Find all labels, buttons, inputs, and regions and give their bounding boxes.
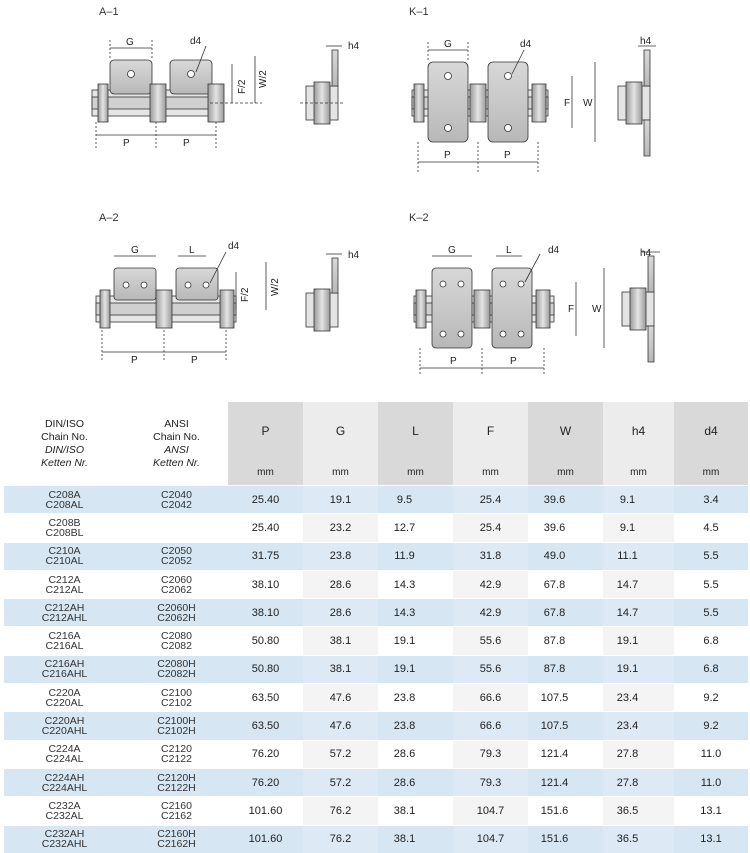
ansi-chain-no: [125, 712, 228, 740]
table-row: [4, 514, 748, 542]
value-h4: 19.1: [603, 627, 674, 655]
value-g: 38.1: [303, 655, 378, 683]
a2-dim-w: W/2: [270, 278, 281, 296]
a1-dim-h4: h4: [348, 41, 360, 52]
ansi-chain-no-line: C2160H: [157, 828, 196, 841]
value-l: 28.6: [378, 768, 453, 796]
value-l: 11.9: [378, 542, 453, 570]
ansi-chain-no-line: C2060H: [157, 601, 196, 614]
value-w: 49.0: [528, 542, 603, 570]
k1-dim-p1: P: [444, 150, 451, 161]
din-chain-no-line: C232AL: [45, 809, 84, 822]
a2-dim-h4: h4: [348, 250, 360, 261]
unit-w: mm: [528, 460, 603, 486]
value-f: 104.7: [453, 797, 528, 825]
value-h4: 23.4: [603, 712, 674, 740]
figure-a2-drawing: [96, 252, 342, 362]
din-chain-no: [4, 514, 125, 542]
unit-d4: mm: [674, 460, 748, 486]
ansi-chain-no-line: C2062H: [157, 611, 196, 624]
ansi-chain-no-line: C2080: [161, 630, 192, 643]
header-din-line2: Chain No.: [41, 430, 88, 443]
value-l: 38.1: [378, 797, 453, 825]
table-row: [4, 542, 748, 570]
k1-dim-p2: P: [504, 150, 511, 161]
header-col-p: P: [228, 402, 303, 460]
value-d4: 6.8: [674, 655, 748, 683]
din-chain-no: [4, 684, 125, 712]
figure-label-a1: A–1: [99, 6, 119, 18]
a1-dim-d4: d4: [190, 36, 202, 47]
value-f: 31.8: [453, 542, 528, 570]
value-w: 67.8: [528, 599, 603, 627]
value-h4: 23.4: [603, 684, 674, 712]
ansi-chain-no: [125, 514, 228, 542]
k1-dim-f: F: [564, 98, 571, 109]
value-f: 42.9: [453, 570, 528, 598]
value-d4: 5.5: [674, 570, 748, 598]
value-h4: 14.7: [603, 599, 674, 627]
value-h4: 27.8: [603, 768, 674, 796]
value-g: 28.6: [303, 599, 378, 627]
value-l: 28.6: [378, 740, 453, 768]
header-col-d4: d4: [674, 402, 748, 460]
value-d4: 11.0: [674, 740, 748, 768]
k2-dim-g: G: [448, 245, 456, 256]
din-chain-no: [4, 486, 125, 514]
table-row: [4, 627, 748, 655]
value-l: 14.3: [378, 570, 453, 598]
header-din-line1: DIN/ISO: [44, 417, 85, 430]
a2-dim-f: F/2: [240, 287, 251, 302]
din-chain-no-line: C232A: [48, 799, 81, 812]
value-w: 151.6: [528, 797, 603, 825]
header-col-l: L: [378, 402, 453, 460]
value-d4: 9.2: [674, 712, 748, 740]
figure-label-a2: A–2: [99, 212, 119, 224]
din-chain-no-line: C212AH: [44, 601, 85, 614]
ansi-chain-no-line: C2050: [161, 545, 192, 558]
value-g: 47.6: [303, 712, 378, 740]
value-w: 121.4: [528, 768, 603, 796]
ansi-chain-no: [125, 570, 228, 598]
value-g: 76.2: [303, 825, 378, 853]
value-l: 14.3: [378, 599, 453, 627]
value-w: 67.8: [528, 570, 603, 598]
ansi-chain-no-line: C2062: [161, 583, 192, 596]
value-l: 23.8: [378, 684, 453, 712]
din-chain-no-line: C232AHL: [41, 838, 88, 851]
unit-f: mm: [453, 460, 528, 486]
ansi-chain-no-line: C2100: [161, 686, 192, 699]
value-l: 19.1: [378, 627, 453, 655]
value-h4: 36.5: [603, 797, 674, 825]
header-col-h4: h4: [603, 402, 674, 460]
header-col-w: W: [528, 402, 603, 460]
ansi-chain-no-line: C2162: [161, 809, 192, 822]
a1-dim-g: G: [126, 37, 134, 48]
ansi-chain-no-line: C2122: [161, 753, 192, 766]
a1-dim-p2: P: [183, 138, 190, 149]
a1-dim-p1: P: [123, 138, 130, 149]
a2-dim-g: G: [131, 245, 139, 256]
ansi-chain-no-line: C2060: [161, 573, 192, 586]
value-l: 9.5: [378, 486, 453, 514]
ansi-chain-no: [125, 542, 228, 570]
k2-dim-d4: d4: [548, 245, 560, 256]
unit-l: mm: [378, 460, 453, 486]
header-ansi-line1: ANSI: [164, 417, 189, 430]
ansi-chain-no-line: C2120: [161, 743, 192, 756]
value-g: 76.2: [303, 797, 378, 825]
din-chain-no-line: C224AL: [45, 753, 84, 766]
figure-label-k2: K–2: [409, 212, 429, 224]
din-chain-no-line: C216AH: [44, 658, 85, 671]
unit-p: mm: [228, 460, 303, 486]
ansi-chain-no: [125, 740, 228, 768]
value-p: 50.80: [228, 655, 303, 683]
table-row: [4, 825, 748, 853]
value-f: 42.9: [453, 599, 528, 627]
value-d4: 9.2: [674, 684, 748, 712]
din-chain-no-line: C224AHL: [41, 781, 88, 794]
table-row: [4, 797, 748, 825]
table-row: [4, 712, 748, 740]
table-row: [4, 599, 748, 627]
value-d4: 6.8: [674, 627, 748, 655]
k2-dim-p2: P: [510, 356, 517, 367]
din-chain-no-line: C224A: [48, 743, 81, 756]
ansi-chain-no-line: C2042: [161, 498, 192, 511]
ansi-chain-no-line: C2102: [161, 696, 192, 709]
value-l: 38.1: [378, 825, 453, 853]
value-l: 12.7: [378, 514, 453, 542]
ansi-chain-no-line: C2160: [161, 799, 192, 812]
value-w: 39.6: [528, 514, 603, 542]
k2-dim-h4: h4: [640, 248, 652, 259]
value-w: 107.5: [528, 684, 603, 712]
din-chain-no-line: C212A: [48, 573, 81, 586]
ansi-chain-no: [125, 684, 228, 712]
value-d4: 5.5: [674, 542, 748, 570]
unit-g: mm: [303, 460, 378, 486]
header-din: [4, 402, 125, 486]
table-row: [4, 684, 748, 712]
ansi-chain-no-line: C2122H: [157, 781, 196, 794]
ansi-chain-no-line: C2080H: [157, 658, 196, 671]
din-chain-no: [4, 599, 125, 627]
din-chain-no: [4, 570, 125, 598]
header-ansi-line4: Ketten Nr.: [153, 456, 200, 469]
ansi-chain-no-line: C2052: [161, 555, 192, 568]
ansi-chain-no: [125, 797, 228, 825]
a2-dim-l: L: [189, 245, 195, 256]
value-p: 50.80: [228, 627, 303, 655]
value-w: 107.5: [528, 712, 603, 740]
value-g: 28.6: [303, 570, 378, 598]
din-chain-no-line: C216A: [48, 630, 81, 643]
value-w: 151.6: [528, 825, 603, 853]
table-body: [4, 486, 748, 853]
chain-spec-table: [4, 402, 748, 853]
din-chain-no-line: C224AH: [44, 771, 85, 784]
value-p: 63.50: [228, 684, 303, 712]
value-g: 57.2: [303, 740, 378, 768]
din-chain-no-line: C210AL: [45, 555, 84, 568]
figure-a1-drawing: [92, 40, 345, 150]
din-chain-no-line: C220AHL: [41, 725, 88, 738]
din-chain-no-line: C232AH: [44, 828, 85, 841]
din-chain-no-line: C216AHL: [41, 668, 88, 681]
ansi-chain-no: [125, 825, 228, 853]
figure-label-k1: K–1: [409, 6, 429, 18]
header-din-line4: Ketten Nr.: [41, 456, 88, 469]
ansi-chain-no: [125, 655, 228, 683]
value-g: 57.2: [303, 768, 378, 796]
ansi-chain-no-line: C2040: [161, 488, 192, 501]
ansi-chain-no: [125, 627, 228, 655]
value-p: 38.10: [228, 570, 303, 598]
value-h4: 36.5: [603, 825, 674, 853]
value-l: 23.8: [378, 712, 453, 740]
value-p: 38.10: [228, 599, 303, 627]
table-row: [4, 486, 748, 514]
table-row: [4, 740, 748, 768]
ansi-chain-no: [125, 486, 228, 514]
value-d4: 5.5: [674, 599, 748, 627]
din-chain-no-line: C220AH: [44, 715, 85, 728]
din-chain-no-line: C208A: [48, 488, 81, 501]
header-col-f: F: [453, 402, 528, 460]
ansi-chain-no: [125, 599, 228, 627]
din-chain-no-line: C212AL: [45, 583, 84, 596]
value-f: 25.4: [453, 514, 528, 542]
chain-drawings-svg: [0, 0, 750, 395]
value-g: 19.1: [303, 486, 378, 514]
k2-dim-l: L: [506, 245, 512, 256]
value-p: 101.60: [228, 797, 303, 825]
ansi-chain-no-line: C2102H: [157, 725, 196, 738]
din-chain-no: [4, 712, 125, 740]
value-l: 19.1: [378, 655, 453, 683]
unit-h4: mm: [603, 460, 674, 486]
value-p: 76.20: [228, 740, 303, 768]
din-chain-no: [4, 627, 125, 655]
value-p: 101.60: [228, 825, 303, 853]
value-g: 47.6: [303, 684, 378, 712]
din-chain-no: [4, 655, 125, 683]
value-h4: 9.1: [603, 486, 674, 514]
header-col-g: G: [303, 402, 378, 460]
value-p: 76.20: [228, 768, 303, 796]
value-h4: 27.8: [603, 740, 674, 768]
ansi-chain-no-line: C2120H: [157, 771, 196, 784]
value-f: 79.3: [453, 740, 528, 768]
din-chain-no-line: C220AL: [45, 696, 84, 709]
k1-dim-w: W: [583, 98, 593, 109]
ansi-chain-no-line: C2082: [161, 640, 192, 653]
value-g: 23.2: [303, 514, 378, 542]
k2-dim-p1: P: [450, 356, 457, 367]
din-chain-no-line: C210A: [48, 545, 81, 558]
value-w: 87.8: [528, 655, 603, 683]
ansi-chain-no: [125, 768, 228, 796]
header-ansi: [125, 402, 228, 486]
drawings-area: [0, 0, 750, 395]
ansi-chain-no-line: C2100H: [157, 715, 196, 728]
din-chain-no: [4, 542, 125, 570]
k1-dim-g: G: [444, 39, 452, 50]
din-chain-no-line: C220A: [48, 686, 81, 699]
value-f: 66.6: [453, 684, 528, 712]
value-f: 104.7: [453, 825, 528, 853]
a2-dim-p1: P: [131, 355, 138, 366]
k2-dim-f: F: [568, 304, 575, 315]
value-w: 39.6: [528, 486, 603, 514]
header-ansi-line3: ANSI: [164, 443, 189, 456]
value-d4: 3.4: [674, 486, 748, 514]
value-h4: 11.1: [603, 542, 674, 570]
value-p: 63.50: [228, 712, 303, 740]
value-g: 23.8: [303, 542, 378, 570]
din-chain-no-line: C212AHL: [41, 611, 88, 624]
din-chain-no-line: C208AL: [45, 498, 84, 511]
a1-dim-w: W/2: [258, 70, 269, 88]
din-chain-no-line: C216AL: [45, 640, 84, 653]
table-row: [4, 655, 748, 683]
din-chain-no: [4, 768, 125, 796]
k1-dim-d4: d4: [520, 39, 532, 50]
din-chain-no-line: C208B: [48, 516, 81, 529]
value-d4: 11.0: [674, 768, 748, 796]
value-p: 31.75: [228, 542, 303, 570]
value-w: 87.8: [528, 627, 603, 655]
value-d4: 13.1: [674, 825, 748, 853]
k1-dim-h4: h4: [640, 36, 652, 47]
value-p: 25.40: [228, 486, 303, 514]
value-d4: 4.5: [674, 514, 748, 542]
ansi-chain-no-line: C2162H: [157, 838, 196, 851]
value-f: 25.4: [453, 486, 528, 514]
a2-dim-d4: d4: [228, 241, 240, 252]
a1-dim-f: F/2: [237, 79, 248, 94]
din-chain-no: [4, 797, 125, 825]
table-row: [4, 768, 748, 796]
k2-dim-w: W: [592, 304, 602, 315]
value-h4: 9.1: [603, 514, 674, 542]
din-chain-no: [4, 825, 125, 853]
a2-dim-p2: P: [191, 355, 198, 366]
value-h4: 19.1: [603, 655, 674, 683]
value-f: 55.6: [453, 655, 528, 683]
value-h4: 14.7: [603, 570, 674, 598]
value-p: 25.40: [228, 514, 303, 542]
value-d4: 13.1: [674, 797, 748, 825]
value-f: 79.3: [453, 768, 528, 796]
value-f: 66.6: [453, 712, 528, 740]
header-ansi-line2: Chain No.: [153, 430, 200, 443]
value-f: 55.6: [453, 627, 528, 655]
header-din-line3: DIN/ISO: [44, 443, 85, 456]
din-chain-no: [4, 740, 125, 768]
ansi-chain-no-line: C2082H: [157, 668, 196, 681]
value-g: 38.1: [303, 627, 378, 655]
din-chain-no-line: C208BL: [45, 526, 84, 539]
table-row: [4, 570, 748, 598]
value-w: 121.4: [528, 740, 603, 768]
